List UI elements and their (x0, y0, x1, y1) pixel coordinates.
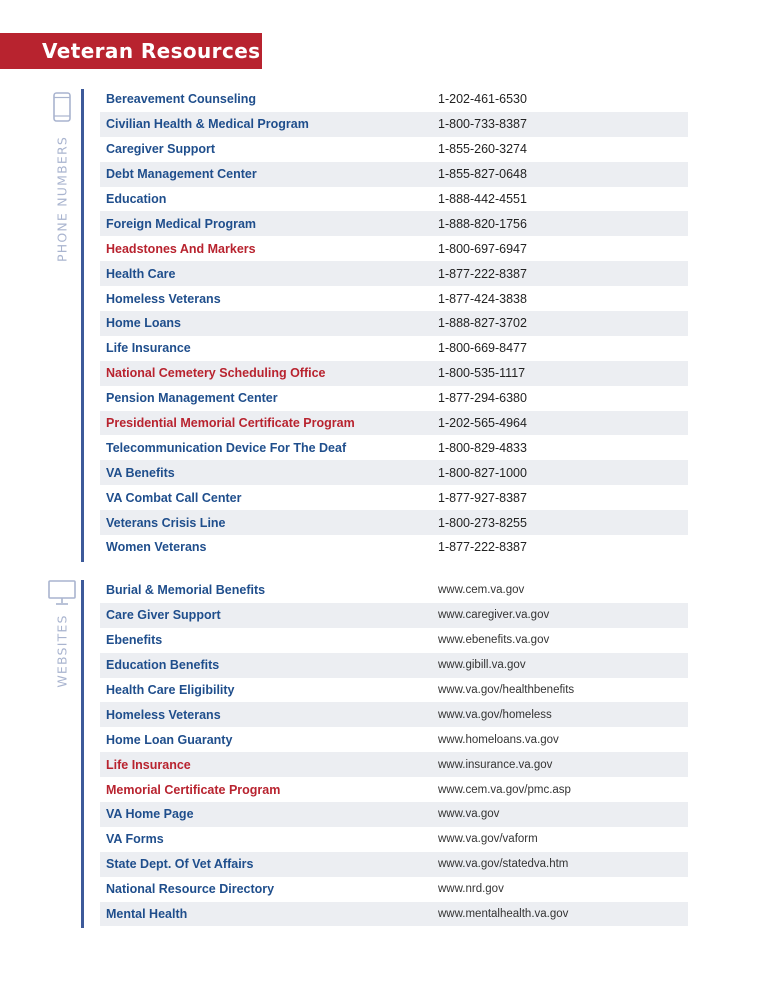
table-row (100, 336, 688, 361)
table-row (100, 361, 688, 386)
resource-name: State Dept. Of Vet Affairs (106, 857, 254, 872)
table-row (100, 752, 688, 777)
table-row (100, 653, 688, 678)
phone-number: 1-855-260-3274 (438, 142, 527, 157)
phone-number: 1-877-222-8387 (438, 540, 527, 555)
resource-name: Debt Management Center (106, 167, 257, 182)
table-row (100, 603, 688, 628)
website-url[interactable]: www.cem.va.gov (438, 584, 525, 597)
table-row (100, 802, 688, 827)
website-url[interactable]: www.va.gov/homeless (438, 708, 552, 721)
resource-name: Veterans Crisis Line (106, 515, 226, 530)
table-row (100, 386, 688, 411)
phone-number: 1-202-461-6530 (438, 92, 527, 107)
resource-name: VA Forms (106, 832, 164, 847)
table-row (100, 261, 688, 286)
phone-number: 1-855-827-0648 (438, 167, 527, 182)
table-row (100, 578, 688, 603)
table-row (100, 162, 688, 187)
table-row (100, 211, 688, 236)
phone-number: 1-888-827-3702 (438, 316, 527, 331)
website-url[interactable]: www.caregiver.va.gov (438, 609, 550, 622)
table-row (100, 852, 688, 877)
phone-number: 1-800-829-4833 (438, 440, 527, 455)
resource-name: Telecommunication Device For The Deaf (106, 440, 347, 455)
phone-number: 1-800-273-8255 (438, 515, 527, 530)
resource-name: Homeless Veterans (106, 707, 221, 722)
table-row (100, 112, 688, 137)
website-url[interactable]: www.mentalhealth.va.gov (438, 908, 569, 921)
table-row (100, 628, 688, 653)
desktop-monitor-icon (48, 580, 76, 606)
phone-number: 1-888-442-4551 (438, 192, 527, 206)
resource-name: Mental Health (106, 907, 188, 922)
phone-numbers-table (100, 87, 688, 560)
table-row (100, 777, 688, 802)
phone-number: 1-800-733-8387 (438, 117, 527, 132)
table-row (100, 286, 688, 311)
table-row (100, 877, 688, 902)
resource-name: Home Loans (106, 316, 182, 331)
resource-name: Presidential Memorial Certificate Program (106, 416, 355, 431)
mobile-phone-icon (53, 92, 71, 122)
website-url[interactable]: www.ebenefits.va.gov (438, 634, 550, 647)
phone-number: 1-877-294-6380 (438, 391, 527, 406)
resource-name: Life Insurance (106, 757, 191, 772)
resource-name: Education (106, 192, 167, 206)
page-title: Veteran Resources (42, 39, 261, 63)
resource-name: Civilian Health & Medical Program (106, 117, 309, 132)
resource-name: Health Care Eligibility (106, 683, 235, 697)
table-row (100, 87, 688, 112)
resource-name: Care Giver Support (106, 608, 221, 623)
table-row (100, 510, 688, 535)
table-row (100, 435, 688, 460)
phone-number: 1-877-424-3838 (438, 291, 527, 306)
table-row (100, 827, 688, 852)
table-row (100, 902, 688, 927)
resource-name: Caregiver Support (106, 142, 216, 157)
website-url[interactable]: www.gibill.va.gov (438, 659, 526, 672)
resource-name: Homeless Veterans (106, 291, 221, 306)
websites-section-rule (81, 580, 84, 928)
phone-number: 1-800-697-6947 (438, 241, 527, 256)
phone-number: 1-877-222-8387 (438, 266, 527, 281)
phone-number: 1-800-827-1000 (438, 465, 527, 480)
resource-name: VA Benefits (106, 465, 175, 480)
table-row (100, 535, 688, 560)
phone-number: 1-202-565-4964 (438, 416, 527, 431)
table-row (100, 236, 688, 261)
resource-name: Ebenefits (106, 633, 163, 648)
resource-name: Memorial Certificate Program (106, 782, 281, 797)
table-row (100, 460, 688, 485)
phone-numbers-label: PHONE NUMBERS (54, 136, 70, 262)
website-url[interactable]: www.va.gov (438, 808, 500, 821)
resource-name: Home Loan Guaranty (106, 732, 233, 747)
websites-label: WEBSITES (54, 614, 70, 688)
resource-name: Headstones And Markers (106, 241, 256, 256)
websites-table (100, 578, 688, 926)
phone-section-rule (81, 89, 84, 562)
table-row (100, 702, 688, 727)
resource-name: National Resource Directory (106, 882, 275, 897)
table-row (100, 727, 688, 752)
phone-number: 1-800-669-8477 (438, 341, 527, 356)
phone-number: 1-888-820-1756 (438, 216, 527, 231)
resource-name: National Cemetery Scheduling Office (106, 366, 326, 381)
resource-name: Burial & Memorial Benefits (106, 583, 266, 598)
table-row (100, 411, 688, 436)
website-url[interactable]: www.nrd.gov (438, 883, 504, 896)
table-row (100, 311, 688, 336)
phone-number: 1-877-927-8387 (438, 490, 527, 505)
resource-name: Bereavement Counseling (106, 92, 257, 107)
table-row (100, 678, 688, 703)
resource-name: Foreign Medical Program (106, 216, 257, 231)
resource-name: Pension Management Center (106, 391, 278, 406)
table-row (100, 137, 688, 162)
page-title-banner (0, 33, 262, 69)
website-url[interactable]: www.cem.va.gov/pmc.asp (438, 783, 571, 796)
resource-name: Life Insurance (106, 341, 191, 356)
resource-name: Education Benefits (106, 658, 220, 673)
phone-number: 1-800-535-1117 (438, 366, 526, 381)
website-url[interactable]: www.homeloans.va.gov (438, 733, 559, 746)
resource-name: Women Veterans (106, 540, 207, 555)
table-row (100, 187, 688, 212)
table-row (100, 485, 688, 510)
website-url[interactable]: www.va.gov/vaform (438, 833, 538, 846)
website-url[interactable]: www.va.gov/healthbenefits (438, 684, 575, 696)
resource-name: Health Care (106, 266, 176, 281)
website-url[interactable]: www.insurance.va.gov (438, 758, 553, 771)
resource-name: VA Home Page (106, 807, 194, 822)
website-url[interactable]: www.va.gov/statedva.htm (438, 858, 569, 871)
resource-name: VA Combat Call Center (106, 490, 242, 505)
